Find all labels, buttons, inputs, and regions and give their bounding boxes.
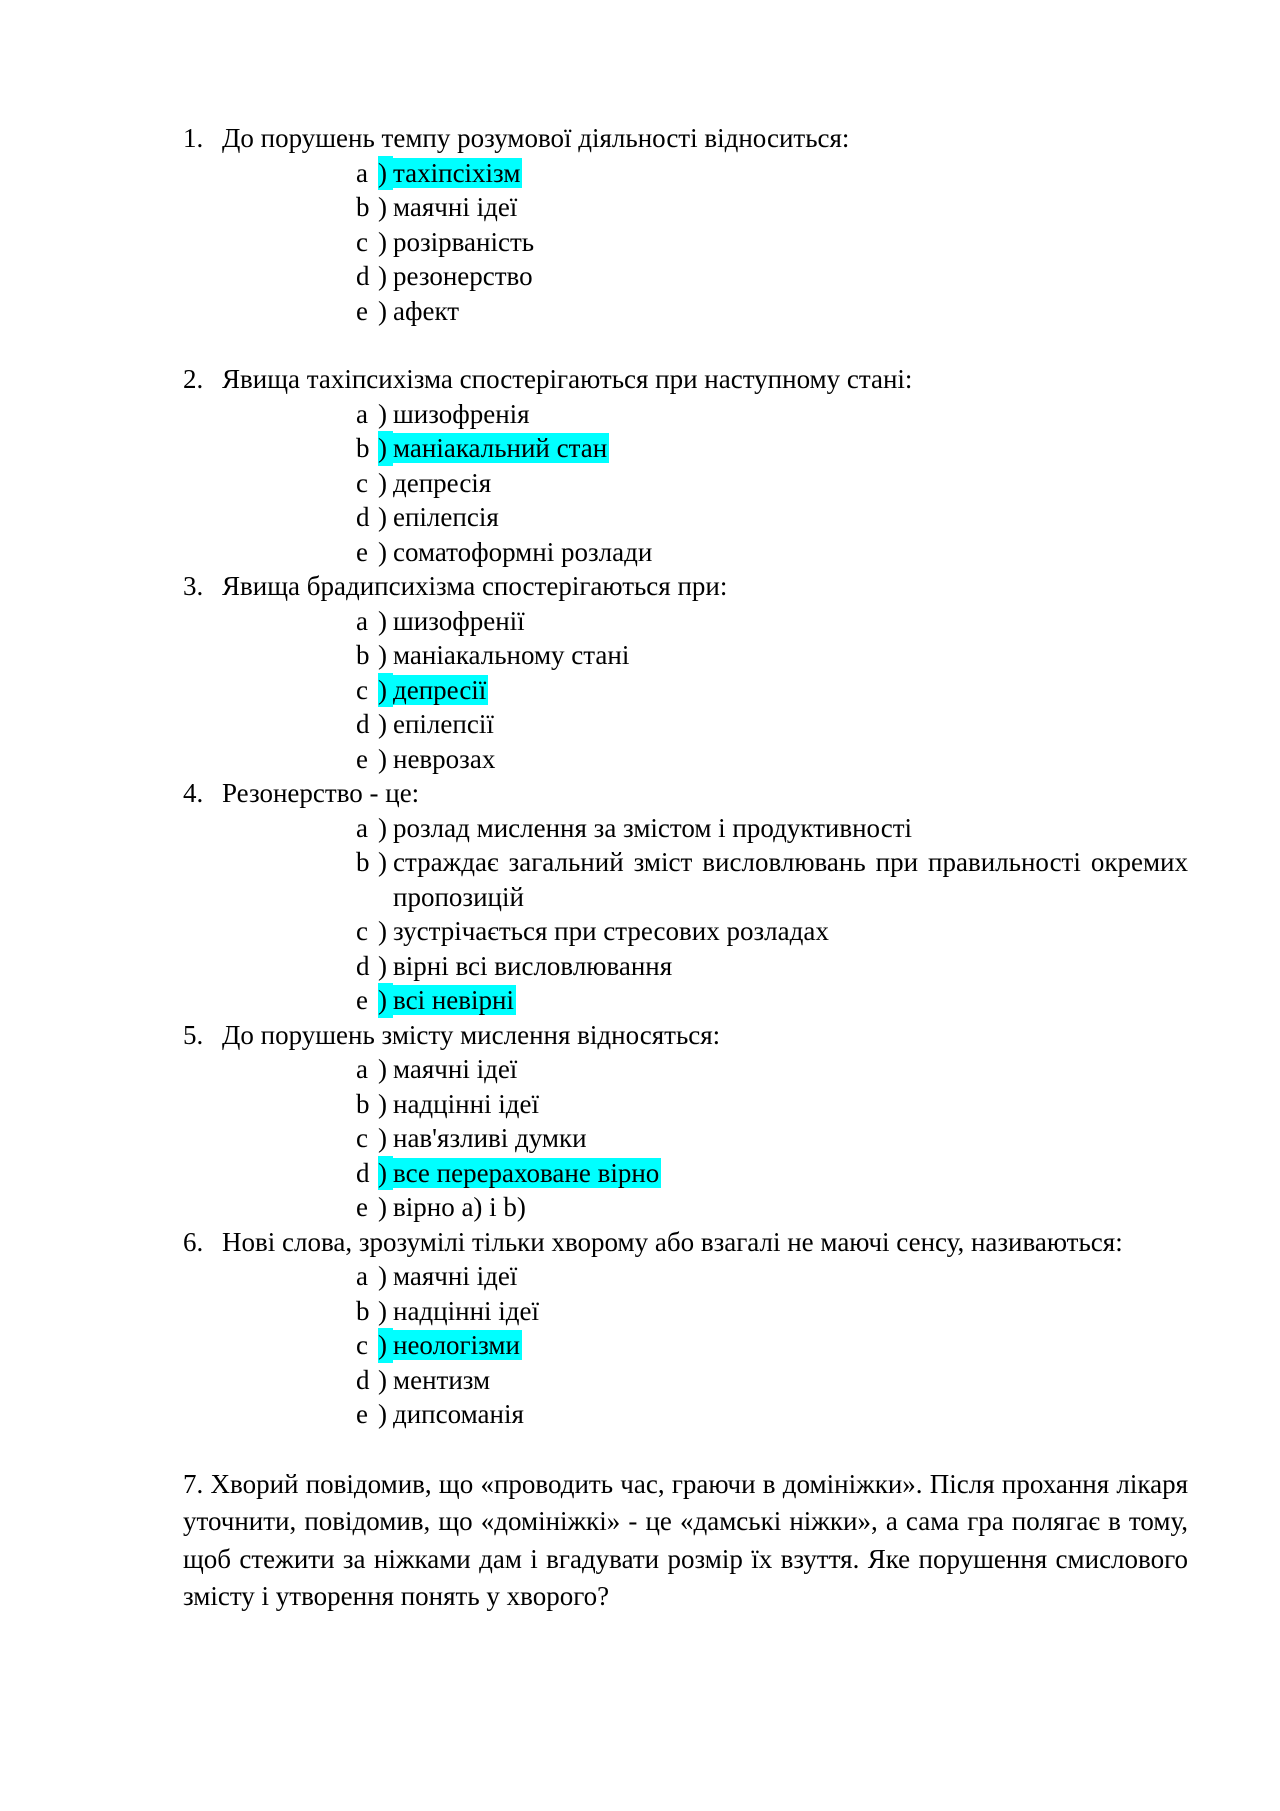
answer-option [183, 294, 1188, 329]
option-paren: ) [378, 640, 387, 670]
answer-option [183, 190, 1188, 225]
option-text: надцінні ідеї [393, 1295, 539, 1326]
question-text: Явища брадипсихізма спостерігаються при: [222, 571, 728, 601]
option-letter: d [356, 502, 370, 532]
option-letter: c [356, 1330, 368, 1360]
option-letter: a [356, 157, 368, 188]
option-letter: b [356, 433, 370, 463]
option-paren: ) [378, 1054, 387, 1084]
option-text: надцінні ідеї [393, 1088, 539, 1119]
option-text-wrap [393, 1363, 1188, 1398]
question-line [183, 362, 1188, 397]
option-text-wrap [393, 259, 1188, 294]
option-letter: b [356, 1295, 370, 1326]
option-paren: ) [378, 1192, 387, 1222]
question-number: 5. [183, 1019, 204, 1050]
option-text: розлад мислення за змістом і продуктивності [393, 812, 912, 843]
option-paren: ) [378, 1364, 387, 1395]
option-text-wrap [393, 1156, 1188, 1191]
question-number: 2. [183, 364, 204, 394]
option-letter: e [356, 743, 368, 774]
question-number: 6. [183, 1226, 204, 1257]
answer-options [183, 397, 1188, 570]
option-paren: ) [378, 950, 387, 981]
answer-option-correct [183, 1328, 1188, 1363]
option-letter: a [356, 812, 368, 843]
option-paren: ) [378, 812, 387, 843]
answer-option-correct [183, 431, 1188, 466]
option-text: епілепсія [393, 502, 499, 532]
question-2 [183, 362, 1188, 569]
question-line [183, 776, 1188, 811]
answer-option [183, 535, 1188, 570]
answer-option-correct [183, 983, 1188, 1018]
option-text-wrap [393, 225, 1188, 260]
answer-option-correct [183, 1156, 1188, 1191]
option-text-wrap [393, 1052, 1188, 1087]
option-text-wrap [393, 914, 1188, 949]
option-text-wrap [393, 638, 1188, 673]
option-letter: e [356, 1399, 368, 1429]
answer-option [183, 397, 1188, 432]
option-letter: a [356, 398, 368, 429]
answer-option [183, 1052, 1188, 1087]
option-text-wrap [393, 1294, 1188, 1329]
highlighted-answer: все перераховане вірно [393, 1157, 660, 1188]
option-text: страждає загальний зміст висловлювань при правильності окремих пропозицій [393, 847, 1188, 912]
option-paren: ) [378, 1399, 387, 1429]
question-6 [183, 1225, 1188, 1432]
question-text: Резонерство - це: [222, 778, 420, 808]
option-letter: d [356, 950, 370, 981]
option-paren: ) [378, 847, 387, 877]
highlighted-answer: тахіпсіхізм [393, 157, 521, 188]
answer-option [183, 914, 1188, 949]
question-line [183, 1225, 1188, 1260]
answer-option [183, 1190, 1188, 1225]
option-text: вірно a) і b) [393, 1192, 526, 1222]
answer-option-correct [183, 673, 1188, 708]
option-paren: ) [378, 916, 387, 946]
option-text-wrap [393, 949, 1188, 984]
option-text: неврозах [393, 743, 496, 774]
highlighted-answer: всі невірні [393, 985, 514, 1015]
answer-option [183, 742, 1188, 777]
option-letter: e [356, 1192, 368, 1222]
highlighted-answer: депресії [393, 674, 487, 705]
question-5 [183, 1018, 1188, 1225]
option-letter: b [356, 847, 370, 877]
option-text-wrap [393, 190, 1188, 225]
answer-options [183, 811, 1188, 1018]
question-line [183, 121, 1188, 156]
option-text-wrap [393, 466, 1188, 501]
question-text: Явища тахіпсихізма спостерігаються при наступному стані: [222, 364, 913, 394]
answer-option [183, 811, 1188, 846]
option-text-wrap [393, 397, 1188, 432]
question-list [183, 121, 1188, 1432]
question-number: 3. [183, 571, 204, 601]
option-letter: d [356, 1157, 370, 1188]
option-text-wrap [393, 1397, 1188, 1432]
highlighted-answer: неологізми [393, 1330, 520, 1360]
option-paren: ) [378, 1328, 393, 1363]
option-text: шизофренія [393, 398, 530, 429]
option-letter: b [356, 192, 370, 222]
highlighted-answer: маніакальний стан [393, 433, 608, 463]
option-text: резонерство [393, 261, 533, 291]
option-paren: ) [378, 1156, 393, 1191]
option-paren: ) [378, 467, 387, 498]
option-text-wrap [393, 535, 1188, 570]
answer-option [183, 845, 1188, 914]
option-text: соматоформні розлади [393, 536, 653, 567]
option-paren: ) [378, 431, 393, 466]
option-letter: a [356, 605, 368, 636]
option-text-wrap [393, 811, 1188, 846]
answer-options [183, 1052, 1188, 1225]
answer-option [183, 949, 1188, 984]
answer-option [183, 1294, 1188, 1329]
document-page [183, 121, 1188, 1643]
option-text: маячні ідеї [393, 1054, 518, 1084]
answer-options [183, 156, 1188, 329]
option-text-wrap [393, 742, 1188, 777]
option-text-wrap [393, 431, 1188, 466]
question-number: 4. [183, 778, 204, 808]
option-paren: ) [378, 502, 387, 532]
question-text: Нові слова, зрозумілі тільки хворому або взагалі не маючі сенсу, називаються: [222, 1226, 1123, 1257]
answer-option [183, 1259, 1188, 1294]
option-letter: e [356, 985, 368, 1015]
option-text-wrap [393, 156, 1188, 191]
option-paren: ) [378, 398, 387, 429]
option-letter: b [356, 640, 370, 670]
answer-option-correct [183, 156, 1188, 191]
question-line [183, 1018, 1188, 1053]
option-paren: ) [378, 1123, 387, 1153]
option-text-wrap [393, 500, 1188, 535]
answer-option [183, 1087, 1188, 1122]
option-text-wrap [393, 845, 1188, 914]
option-text-wrap [393, 1328, 1188, 1363]
option-paren: ) [378, 605, 387, 636]
option-text: вірні всі висловлювання [393, 950, 673, 981]
option-text-wrap [393, 1121, 1188, 1156]
question-4 [183, 776, 1188, 1018]
option-text: розірваність [393, 226, 535, 257]
answer-option [183, 466, 1188, 501]
option-letter: c [356, 467, 368, 498]
option-paren: ) [378, 1088, 387, 1119]
option-text-wrap [393, 1259, 1188, 1294]
option-text-wrap [393, 1087, 1188, 1122]
answer-options [183, 1259, 1188, 1432]
answer-option [183, 604, 1188, 639]
option-letter: b [356, 1088, 370, 1119]
option-letter: c [356, 916, 368, 946]
option-text-wrap [393, 673, 1188, 708]
option-paren: ) [378, 536, 387, 567]
option-letter: d [356, 709, 370, 739]
option-letter: c [356, 226, 368, 257]
option-text-wrap [393, 604, 1188, 639]
option-paren: ) [378, 261, 387, 291]
option-paren: ) [378, 983, 393, 1018]
question-text: До порушень темпу розумової діяльності відноситься: [222, 123, 850, 153]
option-letter: c [356, 1123, 368, 1153]
option-paren: ) [378, 192, 387, 222]
option-text: афект [393, 295, 460, 326]
answer-option [183, 1363, 1188, 1398]
option-paren: ) [378, 743, 387, 774]
option-text-wrap [393, 294, 1188, 329]
option-letter: e [356, 295, 368, 326]
question-1 [183, 121, 1188, 328]
option-text: дипсоманія [393, 1399, 524, 1429]
option-text-wrap [393, 1190, 1188, 1225]
answer-option [183, 1121, 1188, 1156]
option-letter: d [356, 1364, 370, 1395]
option-letter: e [356, 536, 368, 567]
question-line [183, 569, 1188, 604]
option-paren: ) [378, 156, 393, 191]
option-text: зустрічається при стресових розладах [393, 916, 829, 946]
answer-option [183, 1397, 1188, 1432]
answer-option [183, 259, 1188, 294]
question-number: 1. [183, 123, 204, 153]
answer-options [183, 604, 1188, 777]
question-7-text: 7. Хворий повідомив, що «проводить час, граючи в домініжки». Після прохання лікаря уточнити, повідомив, що «домініжкі» - це «дамські ніжки», а сама гра полягає в тому, щоб стежити за ніжками дам і вгадувати розмір їх взуття. Яке порушення смислового змісту і утворення понять у хворого? [183, 1468, 1188, 1611]
option-paren: ) [378, 1261, 387, 1291]
option-paren: ) [378, 709, 387, 739]
option-text: депресія [393, 467, 492, 498]
option-text: шизофренії [393, 605, 525, 636]
option-text: маніакальному стані [393, 640, 630, 670]
option-paren: ) [378, 1295, 387, 1326]
answer-option [183, 225, 1188, 260]
option-letter: a [356, 1054, 368, 1084]
answer-option [183, 500, 1188, 535]
option-text: ментизм [393, 1364, 491, 1395]
answer-option [183, 707, 1188, 742]
option-text-wrap [393, 707, 1188, 742]
option-letter: c [356, 674, 368, 705]
option-paren: ) [378, 673, 393, 708]
option-paren: ) [378, 295, 387, 326]
option-letter: a [356, 1261, 368, 1291]
question-text: До порушень змісту мислення відносяться: [222, 1019, 721, 1050]
option-text: нав'язливі думки [393, 1123, 587, 1153]
option-letter: d [356, 261, 370, 291]
option-text: маячні ідеї [393, 1261, 518, 1291]
option-paren: ) [378, 226, 387, 257]
option-text-wrap [393, 983, 1188, 1018]
option-text: маячні ідеї [393, 192, 518, 222]
option-text: епілепсії [393, 709, 494, 739]
question-3 [183, 569, 1188, 776]
answer-option [183, 638, 1188, 673]
